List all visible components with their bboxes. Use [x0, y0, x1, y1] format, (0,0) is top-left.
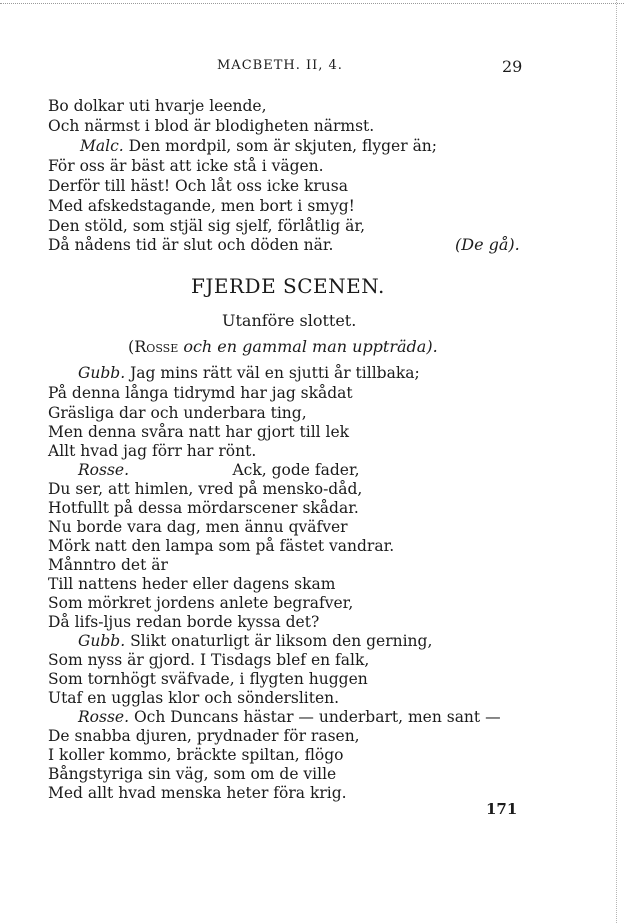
speaker-name: Malc. — [80, 137, 124, 155]
verse-line: Gräsliga dar och underbara ting, — [48, 404, 307, 422]
printer-signature-mark: 171 — [486, 800, 518, 818]
verse-line: Men denna svåra natt har gjort till lek — [48, 423, 350, 441]
verse-line: Rosse. Ack, gode fader, — [78, 461, 360, 479]
verse-line: Du ser, att himlen, vred på mensko-dåd, — [48, 480, 363, 498]
page-number: 29 — [502, 57, 523, 76]
scene-title: FJERDE SCENEN. — [191, 274, 385, 298]
verse-line: Som mörkret jordens anlete begrafver, — [48, 594, 354, 612]
verse-line: Gubb. Jag mins rätt väl en sjutti år tillbaka; — [78, 364, 420, 382]
verse-line: Malc. Den mordpil, som är skjuten, flyger än; — [80, 137, 438, 155]
scene-setting: Utanföre slottet. — [222, 311, 357, 330]
verse-line: Allt hvad jag förr har rönt. — [48, 442, 257, 460]
right-edge-rule — [616, 0, 617, 923]
verse-line: På denna långa tidrymd har jag skådat — [48, 384, 353, 402]
verse-line: Hotfullt på dessa mördarscener skådar. — [48, 499, 359, 517]
top-edge-rule — [0, 3, 624, 4]
verse-line: Som tornhögt sväfvade, i flygten huggen — [48, 670, 368, 688]
verse-line: Rosse. Och Duncans hästar — underbart, men sant — — [78, 708, 501, 726]
verse-line: Med afskedstagande, men bort i smyg! — [48, 197, 355, 215]
verse-line: Mörk natt den lampa som på fästet vandrar. — [48, 537, 395, 555]
speaker-name: Rosse. — [78, 708, 130, 726]
verse-line: Gubb. Slikt onaturligt är liksom den gerning, — [78, 632, 433, 650]
entrance-stage-direction: (Rosse och en gammal man uppträda). — [128, 337, 438, 356]
verse-line: Som nyss är gjord. I Tisdags blef en falk, — [48, 651, 370, 669]
verse-line: Då nådens tid är slut och döden när. — [48, 236, 334, 254]
verse-line: De snabba djuren, prydnader för rasen, — [48, 727, 360, 745]
verse-line: Och närmst i blod är blodigheten närmst. — [48, 117, 375, 135]
verse-line: Bångstyriga sin väg, som om de ville — [48, 765, 337, 783]
verse-line: Med allt hvad menska heter föra krig. — [48, 784, 347, 802]
verse-line: I koller kommo, bräckte spiltan, flögo — [48, 746, 344, 764]
verse-line: För oss är bäst att icke stå i vägen. — [48, 157, 324, 175]
verse-line: Nu borde vara dag, men ännu qväfver — [48, 518, 348, 536]
exit-stage-direction: (De gå). — [455, 235, 520, 254]
speaker-name: Gubb. — [78, 632, 126, 650]
verse-line: Bo dolkar uti hvarje leende, — [48, 97, 267, 115]
verse-line: Den stöld, som stjäl sig sjelf, förlåtlig är, — [48, 217, 366, 235]
verse-line: Månntro det är — [48, 556, 168, 574]
verse-line: Till nattens heder eller dagens skam — [48, 575, 336, 593]
speaker-name: Gubb. — [78, 364, 126, 382]
verse-line: Då lifs-ljus redan borde kyssa det? — [48, 613, 320, 631]
verse-line: Utaf en ugglas klor och söndersliten. — [48, 689, 340, 707]
speaker-name: Rosse. — [78, 461, 130, 479]
running-head: MACBETH. II, 4. — [217, 58, 343, 73]
verse-line: Derför till häst! Och låt oss icke krusa — [48, 177, 348, 195]
